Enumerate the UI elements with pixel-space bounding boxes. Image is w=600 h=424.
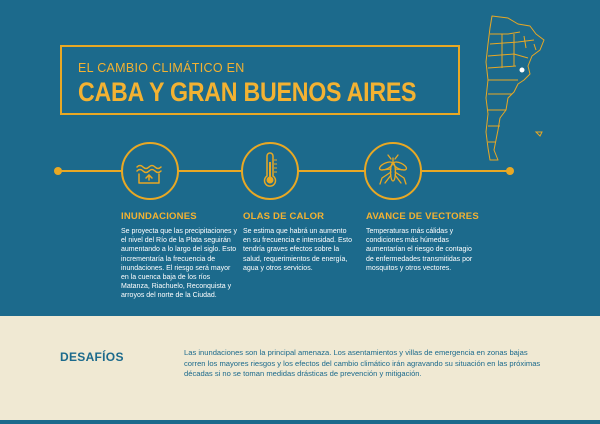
challenges-panel	[0, 316, 600, 420]
argentina-map-icon	[478, 14, 550, 164]
column-text-heatwaves: Se estima que habrá un aumento en su frecuencia e intensidad. Esto tendría graves efectos sobre la salud, requerimientos de energía, agua y otros servicios.	[243, 228, 352, 272]
thermometer-icon	[243, 144, 297, 198]
mosquito-icon-circle	[364, 142, 422, 200]
flood-icon	[123, 144, 177, 198]
mosquito-icon	[366, 144, 420, 198]
column-text-floods: Se proyecta que las precipitaciones y el nivel del Río de la Plata seguirán aumentando a lo largo del siglo. Esto incrementaría la frecuencia de inundaciones. El riesgo será mayor en la cuenca baja de los ríos Matanza, Riachuelo, Reconquista y arroyos del norte de la Ciudad.	[121, 228, 237, 300]
timeline-dot	[54, 167, 62, 175]
page-subtitle: EL CAMBIO CLIMÁTICO EN	[78, 61, 245, 75]
column-title-floods: INUNDACIONES	[121, 211, 197, 222]
timeline-dot	[506, 167, 514, 175]
page-title: CABA Y GRAN BUENOS AIRES	[78, 77, 417, 107]
column-title-heatwaves: OLAS DE CALOR	[243, 211, 325, 222]
challenges-text: Las inundaciones son la principal amenaza. Los asentamientos y villas de emergencia en zonas bajas corren los mayores riesgos y los efectos del cambio climático irán agravando su situación en las próximas décadas si no se toman medidas drásticas de prevención y mitigación.	[184, 348, 541, 378]
flood-icon-circle	[121, 142, 179, 200]
challenges-title: DESAFÍOS	[60, 350, 124, 364]
column-text-vectors: Temperaturas más cálidas y condiciones más húmedas aumentarían el riesgo de contagio de enfermedades transmitidas por mosquitos y otros vectores.	[366, 228, 473, 272]
column-title-vectors: AVANCE DE VECTORES	[366, 211, 479, 222]
thermometer-icon-circle	[241, 142, 299, 200]
title-box	[60, 45, 460, 115]
bottom-strip	[0, 420, 600, 424]
